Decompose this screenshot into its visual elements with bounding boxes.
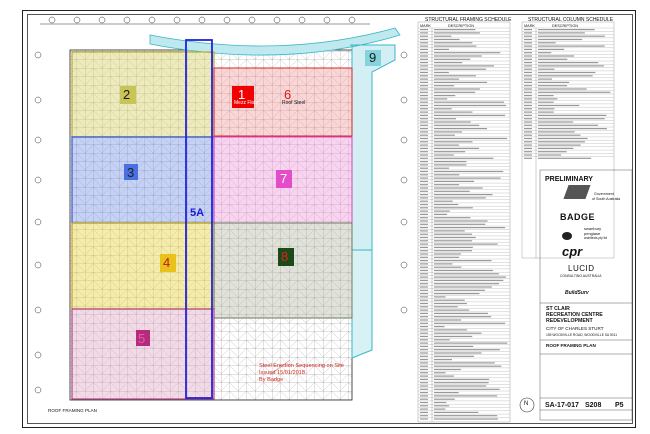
swanbury-line1: swanbury [584,226,602,231]
grid-line-markers-right [401,52,407,313]
zone-5-area [72,309,214,399]
zone-9-label: 9 [369,50,377,65]
swanbury-line2: penglase [584,231,601,236]
grid-line-markers-top [40,17,370,24]
client-name: CITY OF CHARLES STURT [546,326,604,331]
zone-9-area [350,45,395,250]
swanbury-logo-mark [562,232,572,240]
project-line3: REDEVELOPMENT [546,318,593,324]
gov-line1: Government [594,192,614,196]
framing-schedule-title: STRUCTURAL FRAMING SCHEDULE [425,17,512,23]
revision: P5 [615,402,624,409]
zone-2-area [72,52,214,137]
project-line2: RECREATION CENTRE [546,312,603,318]
badge-logo: BADGE [560,212,596,222]
buildsurv-logo: BuildSurv [565,290,589,296]
lucid-logo: LUCID [568,264,595,273]
zone-8-label: 8 [281,249,289,264]
zone-4-area [72,223,214,309]
cpr-logo: cpr [562,244,583,259]
column-schedule-table [522,22,614,258]
drawing-caption: ROOF FRAMING PLAN [48,408,98,413]
framing-desc-header: DESCRIPTION [448,24,474,28]
sequencing-note-line1: Steel Erection Sequencing on Site [259,363,344,369]
column-desc-header: DESCRIPTION [552,24,578,28]
status-label: PRELIMINARY [545,176,593,183]
column-mark-header: MARK [524,24,535,28]
north-symbol: N [524,401,529,407]
grid-line-markers-left [35,52,41,393]
zone-1-label: 1 [238,87,246,102]
column-schedule-title: STRUCTURAL COLUMN SCHEDULE [528,17,614,23]
zone-5a-label: 5A [190,207,205,219]
zone-4-label: 4 [163,255,171,270]
zone-1-sublabel: Mezz Floor [234,100,259,106]
zone-7-label: 7 [280,171,288,186]
swanbury-line3: architects pty ltd [584,236,608,240]
zone-3-label: 3 [127,165,135,180]
project-line1: ST CLAIR [546,306,570,312]
sheet-number: S208 [585,402,602,409]
zone-6-label: 6 [284,87,292,102]
sheet-title: ROOF FRAMING PLAN [546,343,596,348]
sequencing-note-line2: Issued 15/01/2018 [259,370,306,376]
gov-line2: of South Australia [592,197,621,201]
zone-9-lower-area [352,250,372,358]
lucid-sub: CONSULTING AUSTRALIA [560,274,602,278]
zone-5-label: 5 [138,331,146,346]
sequencing-note-line3: By Badge [259,377,284,383]
zone-2-label: 2 [123,87,131,102]
drawing-number: SA-17-017 [545,402,579,409]
project-address: 159 WOODVILLE ROAD, WOODVILLE SA 5011 [546,333,618,337]
zone-6-sublabel: Roof Steel [282,100,306,106]
zone-8-area [214,223,352,318]
framing-mark-header: MARK [420,24,431,28]
